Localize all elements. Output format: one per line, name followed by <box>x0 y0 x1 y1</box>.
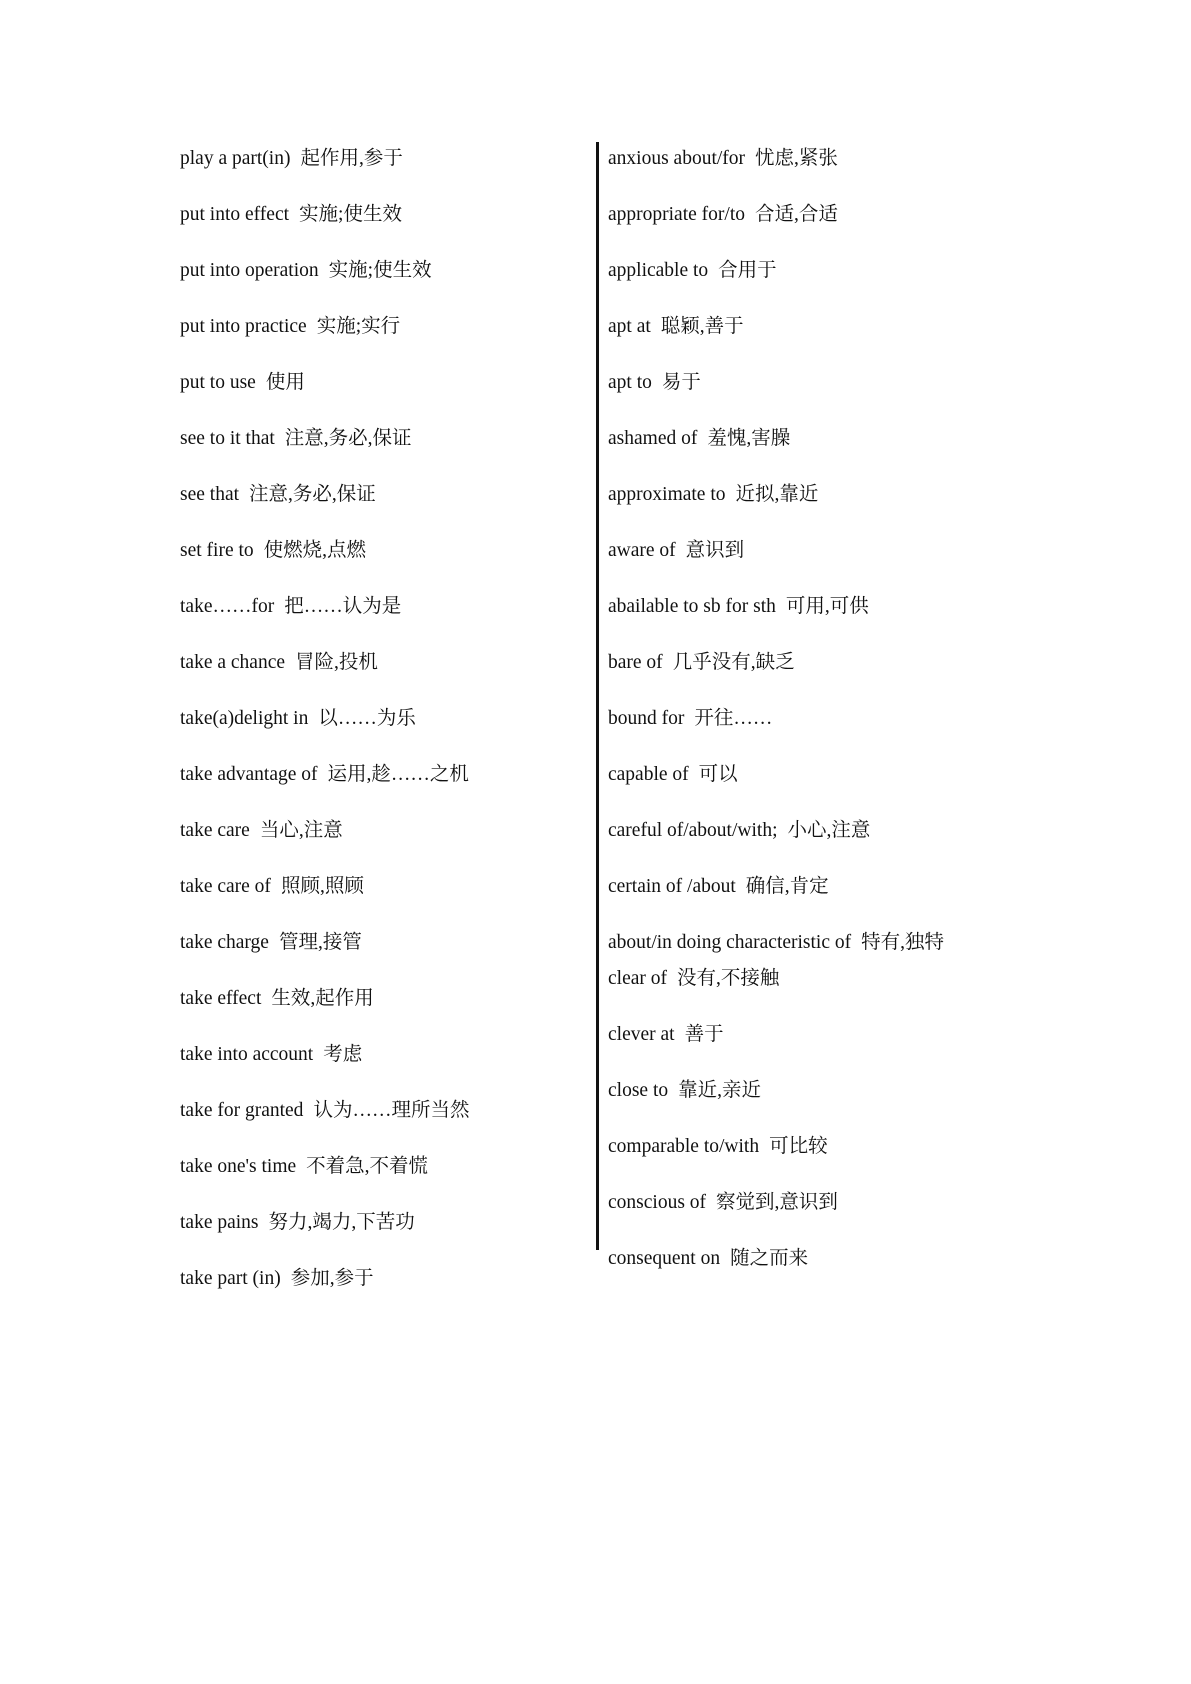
phrase-entry <box>608 650 795 676</box>
phrase-english: put into effect <box>180 204 290 225</box>
phrase-english: appropriate for/to <box>608 204 745 225</box>
phrase-english: take for granted <box>180 1100 304 1121</box>
phrase-english: apt to <box>608 372 652 393</box>
phrase-chinese: 努力,竭力,下苦功 <box>268 1212 415 1233</box>
phrase-chinese: 随之而来 <box>730 1248 809 1269</box>
phrase-english: approximate to <box>608 484 726 505</box>
phrase-english: take……for <box>180 596 275 617</box>
phrase-chinese: 冒险,投机 <box>295 652 378 673</box>
phrase-english: close to <box>608 1080 669 1101</box>
phrase-english: clear of <box>608 968 667 989</box>
phrase-entry <box>608 966 779 992</box>
phrase-entry <box>180 874 364 900</box>
phrase-english: see to it that <box>180 428 275 449</box>
phrase-english: abailable to sb for sth <box>608 596 776 617</box>
phrase-entry <box>180 930 362 956</box>
phrase-english: take effect <box>180 988 262 1009</box>
phrase-chinese: 把……认为是 <box>284 596 402 617</box>
phrase-chinese: 可以 <box>698 764 738 785</box>
phrase-entry <box>608 538 744 564</box>
phrase-english: take one's time <box>180 1156 297 1177</box>
phrase-chinese: 实施;使生效 <box>328 260 432 281</box>
phrase-chinese: 以……为乐 <box>318 708 416 729</box>
phrase-chinese: 善于 <box>684 1024 724 1045</box>
phrase-chinese: 易于 <box>661 372 701 393</box>
phrase-chinese: 合用于 <box>718 260 777 281</box>
phrase-chinese: 管理,接管 <box>278 932 362 953</box>
phrase-chinese: 羞愧,害臊 <box>707 428 791 449</box>
phrase-english: take care <box>180 820 250 841</box>
phrase-english: anxious about/for <box>608 148 746 169</box>
phrase-english: careful of/about/with; <box>608 820 778 841</box>
phrase-english: comparable to/with <box>608 1136 760 1157</box>
phrase-chinese: 没有,不接触 <box>677 968 780 989</box>
phrase-english: take a chance <box>180 652 286 673</box>
phrase-entry <box>180 426 412 452</box>
column-divider <box>596 142 599 1250</box>
phrase-entry <box>180 762 469 788</box>
phrase-entry <box>608 258 777 284</box>
phrase-chinese: 起作用,参于 <box>300 148 403 169</box>
phrase-entry <box>180 594 401 620</box>
phrase-english: consequent on <box>608 1248 721 1269</box>
phrase-entry <box>608 706 772 732</box>
phrase-english: conscious of <box>608 1192 707 1213</box>
phrase-chinese: 注意,务必,保证 <box>249 484 376 505</box>
phrase-chinese: 不着急,不着慌 <box>306 1156 429 1177</box>
phrase-entry <box>608 762 738 788</box>
phrase-chinese: 小心,注意 <box>787 820 871 841</box>
phrase-entry <box>180 706 416 732</box>
phrase-chinese: 考虑 <box>323 1044 363 1065</box>
phrase-entry <box>180 1266 374 1292</box>
phrase-entry <box>608 1022 724 1048</box>
phrase-chinese: 参加,参于 <box>290 1268 374 1289</box>
phrase-chinese: 几乎没有,缺乏 <box>672 652 795 673</box>
phrase-chinese: 实施;实行 <box>316 316 401 337</box>
phrase-entry <box>180 1210 415 1236</box>
phrase-entry <box>608 370 701 396</box>
phrase-entry <box>608 930 944 956</box>
phrase-chinese: 忧虑,紧张 <box>755 148 838 169</box>
phrase-english: take pains <box>180 1212 259 1233</box>
phrase-english: aware of <box>608 540 676 561</box>
phrase-entry <box>608 874 829 900</box>
phrase-entry <box>608 1246 808 1272</box>
phrase-english: about/in doing characteristic of <box>608 932 852 953</box>
phrase-chinese: 生效,起作用 <box>271 988 374 1009</box>
phrase-entry <box>608 818 870 844</box>
phrase-chinese: 特有,独特 <box>861 932 945 953</box>
phrase-english: take advantage of <box>180 764 318 785</box>
phrase-chinese: 聪颖,善于 <box>660 316 744 337</box>
phrase-entry <box>608 482 818 508</box>
phrase-chinese: 合适,合适 <box>755 204 838 225</box>
phrase-english: put to use <box>180 372 256 393</box>
phrase-entry <box>608 202 838 228</box>
phrase-entry <box>180 258 432 284</box>
phrase-entry <box>180 202 402 228</box>
phrase-entry <box>608 1190 838 1216</box>
phrase-chinese: 当心,注意 <box>259 820 343 841</box>
phrase-english: bound for <box>608 708 685 729</box>
phrase-entry <box>608 426 790 452</box>
phrase-chinese: 开往…… <box>694 708 773 729</box>
phrase-entry <box>180 314 400 340</box>
phrase-chinese: 使用 <box>265 372 305 393</box>
phrase-chinese: 使燃烧,点燃 <box>263 540 367 561</box>
phrase-english: take care of <box>180 876 271 897</box>
phrase-entry <box>608 314 744 340</box>
phrase-entry <box>608 594 869 620</box>
phrase-english: certain of /about <box>608 876 736 897</box>
phrase-chinese: 照顾,照顾 <box>280 876 364 897</box>
phrase-entry <box>180 146 403 172</box>
phrase-entry <box>180 370 305 396</box>
phrase-chinese: 靠近,亲近 <box>678 1080 761 1101</box>
phrase-entry <box>180 986 374 1012</box>
phrase-entry <box>180 818 343 844</box>
phrase-chinese: 运用,趁……之机 <box>327 764 469 785</box>
phrase-chinese: 察觉到,意识到 <box>716 1192 838 1213</box>
phrase-entry <box>608 146 838 172</box>
phrase-english: ashamed of <box>608 428 698 449</box>
phrase-english: take(a)delight in <box>180 708 309 729</box>
phrase-entry <box>180 1154 428 1180</box>
phrase-english: bare of <box>608 652 663 673</box>
phrase-chinese: 意识到 <box>685 540 745 561</box>
phrase-english: apt at <box>608 316 651 337</box>
phrase-chinese: 可用,可供 <box>785 596 869 617</box>
phrase-english: set fire to <box>180 540 254 561</box>
phrase-entry <box>180 538 366 564</box>
phrase-english: play a part(in) <box>180 148 291 169</box>
phrase-entry <box>608 1078 761 1104</box>
phrase-chinese: 实施;使生效 <box>299 204 402 225</box>
phrase-english: put into practice <box>180 316 307 337</box>
phrase-chinese: 注意,务必,保证 <box>284 428 412 449</box>
phrase-chinese: 认为……理所当然 <box>313 1100 470 1121</box>
phrase-english: capable of <box>608 764 689 785</box>
phrase-english: take into account <box>180 1044 314 1065</box>
phrase-english: applicable to <box>608 260 709 281</box>
phrase-english: take charge <box>180 932 269 953</box>
phrase-entry <box>180 1042 362 1068</box>
phrase-english: see that <box>180 484 240 505</box>
phrase-entry <box>608 1134 828 1160</box>
phrase-english: clever at <box>608 1024 675 1045</box>
phrase-english: take part (in) <box>180 1268 281 1289</box>
phrase-chinese: 近拟,靠近 <box>735 484 819 505</box>
phrase-chinese: 确信,肯定 <box>745 876 829 897</box>
phrase-entry <box>180 1098 469 1124</box>
phrase-entry <box>180 650 378 676</box>
phrase-english: put into operation <box>180 260 319 281</box>
phrase-entry <box>180 482 376 508</box>
phrase-chinese: 可比较 <box>769 1136 828 1157</box>
